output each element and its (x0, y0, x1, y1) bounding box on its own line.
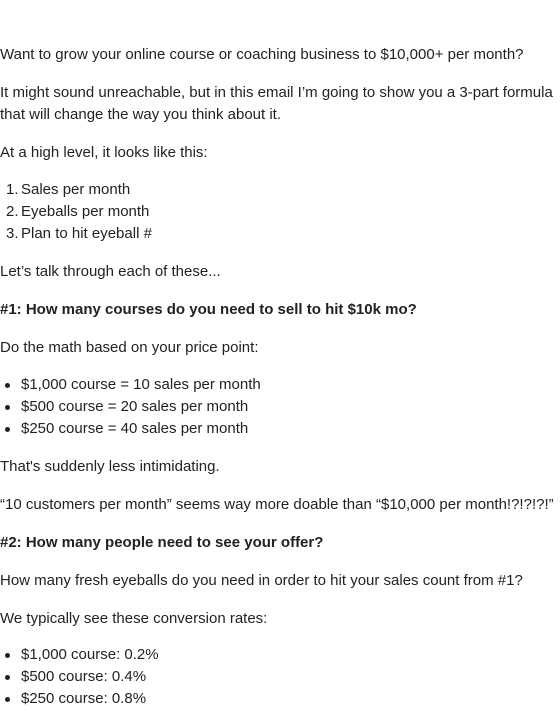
bullet-icon (5, 405, 10, 410)
bullet-icon (5, 427, 10, 432)
list-item-text: $250 course: 0.8% (21, 690, 147, 707)
list-item-text: $1,000 course = 10 sales per month (21, 376, 261, 393)
section-heading-1: #1: How many courses do you need to sell to hit $10k mo? (0, 301, 417, 318)
quote-comparison-text: “10 customers per month” seems way more doable than “$10,000 per month!?!?!?!” (0, 496, 554, 513)
bullet-icon (5, 383, 10, 388)
list-item-number: 1. (6, 181, 19, 198)
less-intimidating-text: That's suddenly less intimidating. (0, 458, 220, 475)
transition-text: Let’s talk through each of these... (0, 263, 221, 280)
list-item-text: Plan to hit eyeball # (21, 225, 152, 242)
list-item-text: $500 course: 0.4% (21, 668, 147, 685)
list-item-text: Sales per month (21, 181, 131, 198)
list-item-number: 3. (6, 225, 19, 242)
intro-line-2: that will change the way you think about it. (0, 106, 282, 123)
list-item-text: Eyeballs per month (21, 203, 150, 220)
math-intro-text: Do the math based on your price point: (0, 339, 259, 356)
list-item-number: 2. (6, 203, 19, 220)
list-item-text: $1,000 course: 0.2% (21, 646, 159, 663)
list-item-text: $250 course = 40 sales per month (21, 420, 249, 437)
eyeballs-question-text: How many fresh eyeballs do you need in order to hit your sales count from #1? (0, 572, 523, 589)
bullet-icon (5, 653, 10, 658)
intro-question: Want to grow your online course or coaching business to $10,000+ per month? (0, 46, 524, 63)
list-item-text: $500 course = 20 sales per month (21, 398, 249, 415)
overview-text: At a high level, it looks like this: (0, 144, 208, 161)
conversion-intro-text: We typically see these conversion rates: (0, 610, 268, 627)
section-heading-2: #2: How many people need to see your offer? (0, 534, 324, 551)
intro-line-1: It might sound unreachable, but in this email I’m going to show you a 3-part formula (0, 84, 553, 101)
bullet-icon (5, 675, 10, 680)
